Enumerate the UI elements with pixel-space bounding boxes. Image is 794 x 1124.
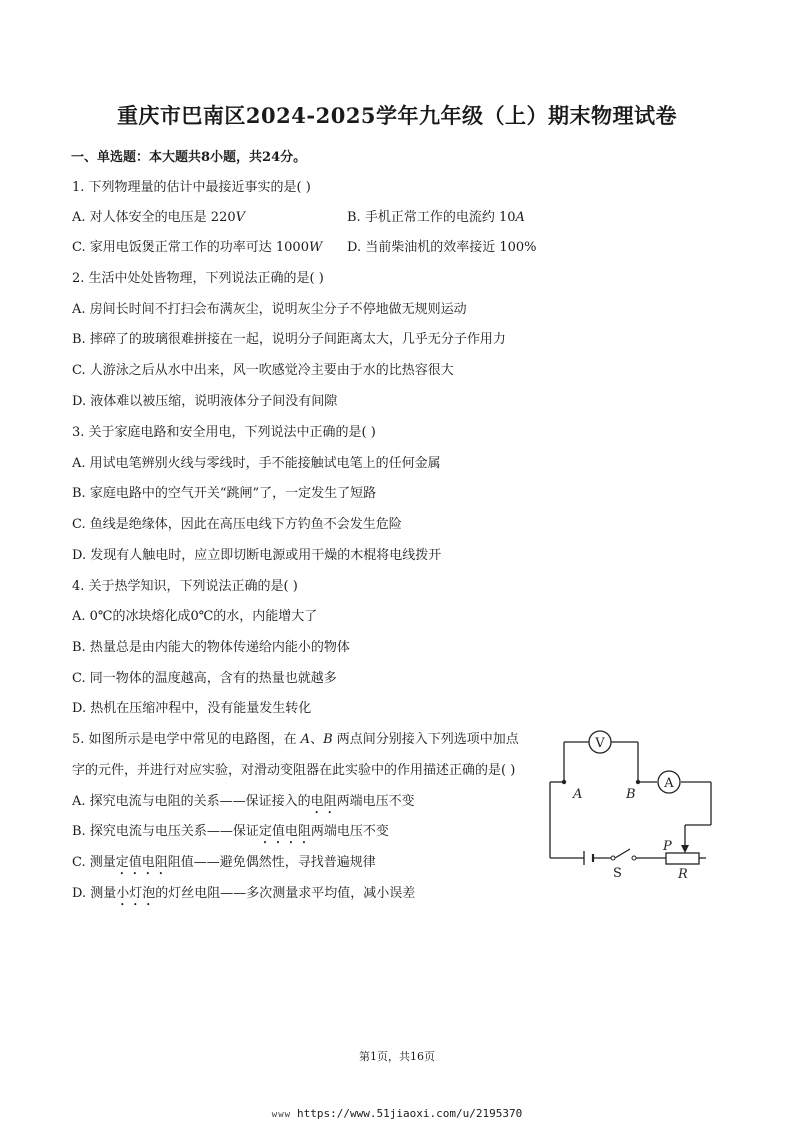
question-2-option-c: C. 人游泳之后从水中出来，风一吹感觉冷主要由于水的比热容很大 — [72, 363, 454, 378]
question-1-option-d: D. 当前柴油机的效率接近 100% — [347, 240, 537, 255]
question-5-option-d: D. 测量小灯泡的灯丝电阻——多次测量求平均值，减小误差 — [72, 886, 416, 901]
watermark-logo: www — [271, 1110, 292, 1120]
page-footer: 第1页，共16页 — [359, 1050, 435, 1063]
junction-b — [636, 780, 640, 784]
question-3-stem: 3. 关于家庭电路和安全用电，下列说法中正确的是( ) — [72, 425, 376, 440]
question-5-option-c: C. 测量定值电阻阻值——避免偶然性，寻找普遍规律 — [72, 855, 376, 870]
question-4-option-c: C. 同一物体的温度越高，含有的热量也就越多 — [72, 671, 337, 686]
question-5-stem-line-2: 字的元件，并进行对应实验，对滑动变阻器在此实验中的作用描述正确的是( ) — [72, 763, 516, 778]
question-1-option-c: C. 家用电饭煲正常工作的功率可达 1000W — [72, 240, 323, 255]
question-3-option-b: B. 家庭电路中的空气开关“跳闸”了，一定发生了短路 — [72, 486, 377, 501]
question-4-option-d: D. 热机在压缩冲程中，没有能量发生转化 — [72, 701, 312, 716]
ammeter-icon — [658, 771, 680, 793]
page-title: 重庆市巴南区2024-2025学年九年级（上）期末物理试卷 — [116, 103, 678, 128]
circuit-diagram — [540, 725, 720, 885]
svg-text:A: A — [664, 776, 674, 791]
question-1-option-b: B. 手机正常工作的电流约 10A — [347, 210, 525, 225]
question-2-stem: 2. 生活中处处皆物理，下列说法正确的是( ) — [72, 271, 324, 286]
question-5-stem-line-1: 5. 如图所示是电学中常见的电路图，在 A、B 两点间分别接入下列选项中加点 — [72, 732, 519, 747]
question-3-option-c: C. 鱼线是绝缘体，因此在高压电线下方钓鱼不会发生危险 — [72, 517, 402, 532]
label-p: P — [663, 839, 672, 854]
section-heading: 一、单选题：本大题共8小题，共24分。 — [71, 150, 307, 165]
question-2-option-a: A. 房间长时间不打扫会布满灰尘，说明灰尘分子不停地做无规则运动 — [72, 302, 467, 317]
label-b: B — [626, 787, 636, 802]
question-4-option-b: B. 热量总是由内能大的物体传递给内能小的物体 — [72, 640, 350, 655]
question-2-option-b: B. 摔碎了的玻璃很难拼接在一起，说明分子间距离太大，几乎无分子作用力 — [72, 332, 506, 347]
svg-text:V: V — [595, 736, 605, 751]
question-5-option-b: B. 探究电流与电压关系——保证定值电阻两端电压不变 — [72, 824, 389, 839]
question-1-option-a: A. 对人体安全的电压是 220V — [72, 210, 246, 225]
question-2-option-d: D. 液体难以被压缩，说明液体分子间没有间隙 — [72, 394, 338, 409]
label-a: A — [573, 787, 583, 802]
watermark-url: https://www.51jiaoxi.com/u/2195370 — [297, 1107, 523, 1120]
junction-a — [562, 780, 566, 784]
slider-arrow-icon — [681, 845, 689, 853]
question-4-option-a: A. 0℃的冰块熔化成0℃的水，内能增大了 — [72, 609, 318, 624]
question-3-option-d: D. 发现有人触电时，应立即切断电源或用干燥的木棍将电线拨开 — [72, 548, 442, 563]
question-4-stem: 4. 关于热学知识，下列说法正确的是( ) — [72, 579, 298, 594]
label-s: S — [613, 866, 622, 881]
label-r: R — [678, 867, 688, 882]
voltmeter-icon — [589, 731, 611, 753]
watermark — [0, 1107, 794, 1120]
question-3-option-a: A. 用试电笔辨别火线与零线时，手不能接触试电笔上的任何金属 — [72, 456, 441, 471]
question-5-option-a: A. 探究电流与电阻的关系——保证接入的电阻两端电压不变 — [72, 794, 415, 809]
question-1-stem: 1. 下列物理量的估计中最接近事实的是( ) — [72, 180, 311, 195]
